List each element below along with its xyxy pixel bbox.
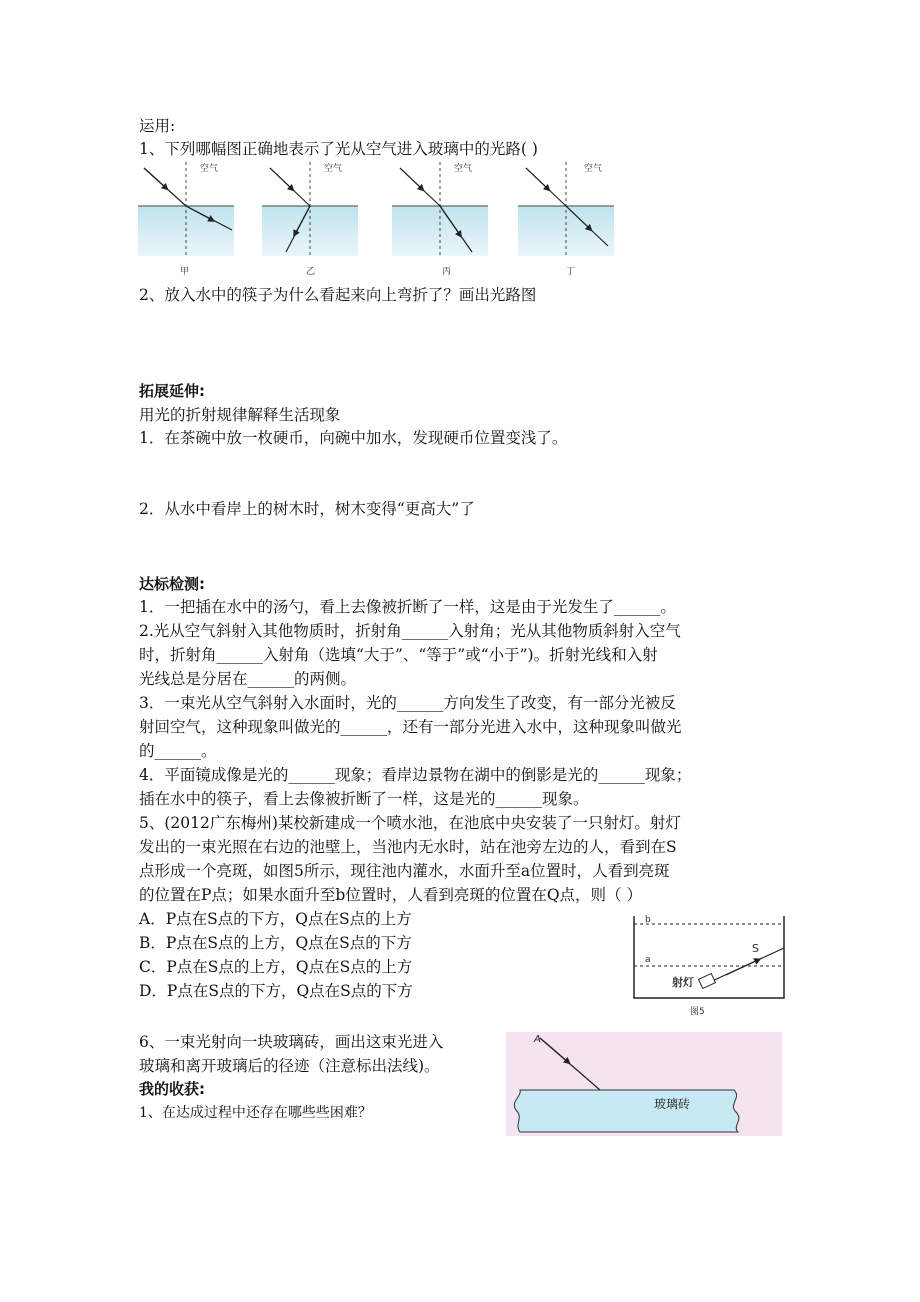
level-a-label: a xyxy=(645,955,651,965)
figure-label-ding: 丁 xyxy=(566,267,576,277)
extend-item-1: 1．在茶碗中放一枚硬币，向碗中加水，发现硬币位置变浅了。 xyxy=(139,429,568,447)
check-line: 时，折射角______入射角（选填“大于”、“等于”或“小于”)。折射光线和入射 xyxy=(139,646,658,664)
spotlight-label: 射灯 xyxy=(672,976,694,989)
section-apply-heading: 运用: xyxy=(139,117,176,135)
check-line: 光线总是分居在______的两侧。 xyxy=(139,670,357,688)
figure-5-pool xyxy=(628,912,792,1020)
extend-item-2: 2．从水中看岸上的树木时，树木变得“更高大”了 xyxy=(139,500,475,518)
section-harvest-heading: 我的收获: xyxy=(139,1080,205,1098)
check-line: 插在水中的筷子，看上去像被折断了一样，这是光的______现象。 xyxy=(139,790,589,808)
figure-glass-brick xyxy=(506,1032,782,1136)
figure-label-jia: 甲 xyxy=(180,267,190,277)
extend-intro: 用光的折射规律解释生活现象 xyxy=(139,406,341,424)
question-2: 2、放入水中的筷子为什么看起来向上弯折了？画出光路图 xyxy=(139,286,537,304)
section-check-heading: 达标检测: xyxy=(139,575,205,593)
harvest-item-1: 1、在达成过程中还存在哪些些困难？ xyxy=(139,1105,372,1121)
check-line: 1．一把插在水中的汤勺，看上去像被折断了一样，这是由于光发生了______。 xyxy=(139,598,676,616)
air-label: 空气 xyxy=(454,164,473,174)
ray-a-label: A xyxy=(534,1034,541,1045)
air-label: 空气 xyxy=(324,164,343,174)
air-label: 空气 xyxy=(584,164,603,174)
check-line: 发出的一束光照在右边的池壁上，当池内无水时，站在池旁左边的人，看到在S xyxy=(139,838,677,856)
section-extend-heading: 拓展延伸: xyxy=(139,382,205,400)
air-label: 空气 xyxy=(200,164,219,174)
check-line: 4．平面镜成像是光的______现象；看岸边景物在湖中的倒影是光的______现象； xyxy=(139,766,692,784)
figure-label-yi: 乙 xyxy=(306,267,316,277)
check-line: 点形成一个亮斑，如图5所示，现往池内灌水，水面升至a位置时，人看到亮斑 xyxy=(139,862,670,880)
check-line: 的位置在P点；如果水面升至b位置时，人看到亮斑的位置在Q点，则（ ） xyxy=(139,886,642,904)
point-s-label: S xyxy=(752,942,759,955)
check-line: 2.光从空气斜射入其他物质时，折射角______入射角；光从其他物质斜射入空气 xyxy=(139,622,681,640)
option-b: B．P点在S点的上方，Q点在S点的下方 xyxy=(139,934,412,952)
figure-5-caption: 图5 xyxy=(690,1007,705,1017)
spotlight xyxy=(699,974,716,989)
glass-brick-label: 玻璃砖 xyxy=(654,1097,691,1111)
check-line: 的______。 xyxy=(139,742,217,760)
option-d: D．P点在S点的下方，Q点在S点的下方 xyxy=(139,982,413,1000)
check-line: 3．一束光从空气斜射入水面时，光的______方向发生了改变，有一部分光被反 xyxy=(139,694,676,712)
diagram-bing xyxy=(392,160,492,280)
question-6-line-1: 6、一束光射向一块玻璃砖，画出这束光进入 xyxy=(139,1033,444,1051)
question-1: 1、下列哪幅图正确地表示了光从空气进入玻璃中的光路( ) xyxy=(139,140,538,158)
figure-label-bing: 丙 xyxy=(442,267,452,277)
check-line: 5、(2012广东梅州)某校新建成一个喷水池，在池底中央安装了一只射灯。射灯 xyxy=(139,814,681,832)
option-c: C．P点在S点的上方，Q点在S点的上方 xyxy=(139,958,413,976)
level-b-label: b xyxy=(645,915,651,925)
diagram-ding xyxy=(518,160,618,280)
diagram-jia xyxy=(138,160,238,280)
option-a: A．P点在S点的下方，Q点在S点的上方 xyxy=(139,910,412,928)
diagram-yi xyxy=(262,160,362,280)
question-6-line-2: 玻璃和离开玻璃后的径迹（注意标出法线)。 xyxy=(139,1057,440,1075)
check-line: 射回空气，这种现象叫做光的______，还有一部分光进入水中，这种现象叫做光 xyxy=(139,718,682,736)
